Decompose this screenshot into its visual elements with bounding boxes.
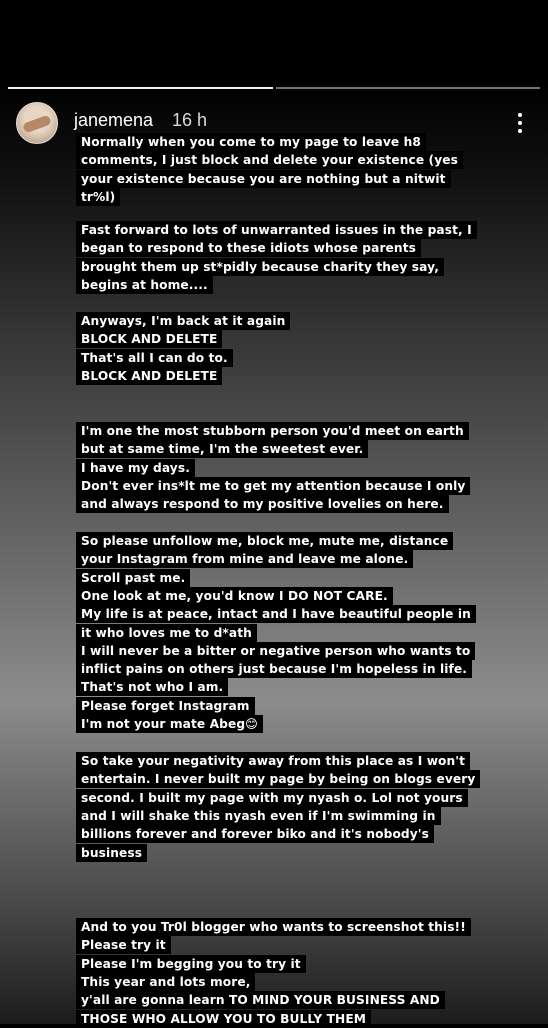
story-text-line: Anyways, I'm back at it again	[76, 312, 290, 330]
story-text-line: second. I built my page with my nyash o. Lol not yours	[76, 789, 468, 807]
story-text-line: your Instagram from mine and leave me alone.	[76, 550, 413, 568]
story-text-line: it who loves me to d*ath	[76, 624, 257, 642]
story-text-line: I'm one the most stubborn person you'd meet on earth	[76, 422, 469, 440]
story-text-line: So take your negativity away from this place as I won't	[76, 752, 470, 770]
story-text-line: BLOCK AND DELETE	[76, 367, 222, 385]
post-time: 16 h	[172, 110, 208, 130]
story-text-line: business	[76, 844, 147, 862]
story-text-line: and I will shake this nyash even if I'm swimming in	[76, 807, 441, 825]
story-progress-segment	[8, 87, 273, 89]
story-text-line: Don't ever ins*lt me to get my attention because I only	[76, 477, 470, 495]
story-text-line: inflict pains on others just because I'm hopeless in life.	[76, 660, 472, 678]
story-text-line: THOSE WHO ALLOW YOU TO BULLY THEM	[76, 1010, 371, 1028]
story-text-line: entertain. I never built my page by being on blogs every	[76, 770, 480, 788]
story-text-line: I have my days.	[76, 459, 195, 477]
story-text-line: begins at home....	[76, 276, 213, 294]
story-text-line: but at same time, I'm the sweetest ever.	[76, 440, 368, 458]
story-text-line: comments, I just block and delete your existence (yes	[76, 151, 463, 169]
story-text-line: I'm not your mate Abeg😊	[76, 715, 263, 733]
story-text-line: Normally when you come to my page to leave h8	[76, 133, 426, 151]
story-text-line: That's all I can do to.	[76, 349, 233, 367]
story-text-line: This year and lots more,	[76, 973, 255, 991]
story-text-line: I will never be a bitter or negative person who wants to	[76, 642, 475, 660]
story-progress-bar	[8, 87, 540, 89]
story-text-line: billions forever and forever biko and it's nobody's	[76, 825, 434, 843]
avatar[interactable]	[16, 102, 58, 144]
story-text-line: Please forget Instagram	[76, 697, 255, 715]
story-text-line: tr%l)	[76, 188, 120, 206]
story-text-line: My life is at peace, intact and I have beautiful people in	[76, 605, 476, 623]
story-text-line: BLOCK AND DELETE	[76, 330, 222, 348]
username[interactable]: janemena	[74, 110, 154, 130]
story-text-line: One look at me, you'd know I DO NOT CARE.	[76, 587, 393, 605]
story-text-line: Scroll past me.	[76, 569, 190, 587]
story-text-line: Fast forward to lots of unwarranted issues in the past, I	[76, 221, 477, 239]
story-progress-segment	[276, 87, 541, 89]
story-text-line: So please unfollow me, block me, mute me, distance	[76, 532, 453, 550]
story-text-line: and always respond to my positive lovelies on here.	[76, 495, 449, 513]
story-text-line: y'all are gonna learn TO MIND YOUR BUSINESS AND	[76, 991, 445, 1009]
story-text-line: That's not who I am.	[76, 678, 228, 696]
story-text-line: brought them up st*pidly because charity they say,	[76, 258, 444, 276]
story-text-line: Please try it	[76, 936, 171, 954]
story-text-line: And to you Tr0l blogger who wants to screenshot this!!	[76, 918, 471, 936]
story-text-line: began to respond to these idiots whose parents	[76, 239, 421, 257]
story-text-line: your existence because you are nothing but a nitwit	[76, 170, 451, 188]
story-text-line: Please I'm begging you to try it	[76, 955, 306, 973]
more-options-icon[interactable]	[508, 108, 532, 138]
